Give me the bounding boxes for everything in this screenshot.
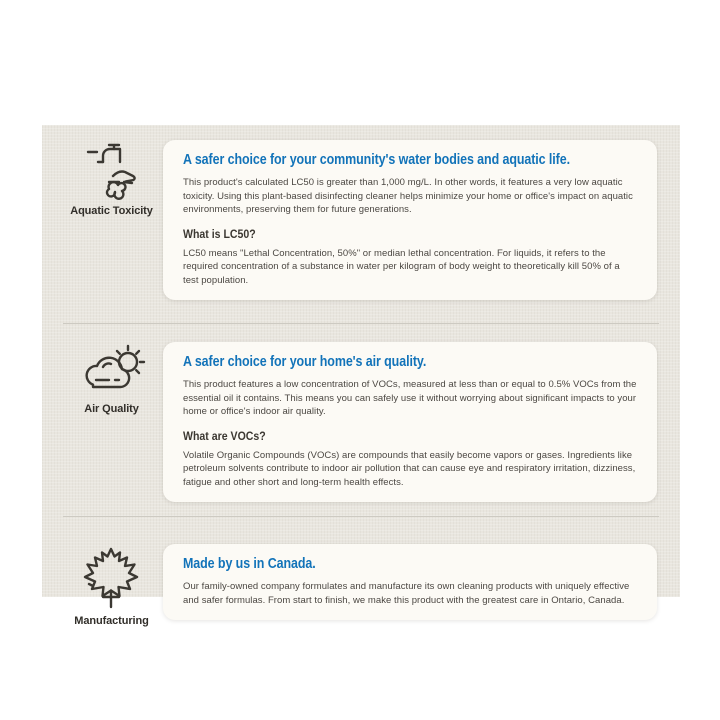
manufacturing-label: Manufacturing bbox=[74, 615, 149, 627]
lc50-definition: LC50 means "Lethal Concentration, 50%" or median lethal concentration. For liquids, it refers to the required concentration of a substance in water per kilogram of body weight to theoretically kill 50% of a test population. bbox=[183, 247, 620, 286]
aquatic-toxicity-body: This product's calculated LC50 is greater than 1,000 mg/L. In other words, it features a very low aquatic toxicity. Using this plant-based disinfecting cleaner helps minimize your home or office's impact on aquatic environments, preserving them for future generations. bbox=[183, 177, 633, 215]
manufacturing-heading: Made by us in Canada. bbox=[183, 556, 316, 572]
manufacturing-icon-column bbox=[42, 544, 163, 627]
air-quality-heading: A safer choice for your home's air quality. bbox=[183, 354, 427, 370]
air-quality-label: Air Quality bbox=[84, 403, 139, 415]
air-quality-card bbox=[163, 342, 657, 502]
vocs-definition: Volatile Organic Compounds (VOCs) are compounds that easily become vapors or gases. Ingredients like petroleum solvents contribute to indoor air pollution that can cause eye and respiratory irritation, dizziness, fatigue and other short and long-term health effects. bbox=[183, 449, 636, 488]
eco-info-panel bbox=[42, 125, 680, 627]
aquatic-toxicity-label: Aquatic Toxicity bbox=[70, 205, 153, 217]
maple-leaf-icon bbox=[80, 546, 142, 610]
manufacturing-card bbox=[163, 544, 657, 620]
vocs-subheading: What are VOCs? bbox=[183, 428, 266, 443]
manufacturing-body: Our family-owned company formulates and manufacture its own cleaning products with uniquely effective and safer formulas. From start to finish, we make this product with the greatest care in Ontario, Canada. bbox=[183, 581, 630, 606]
cloud-sun-icon bbox=[75, 344, 149, 398]
air-quality-icon-column bbox=[42, 342, 163, 415]
faucet-hand-icon bbox=[83, 142, 139, 200]
aquatic-toxicity-heading: A safer choice for your community's water bodies and aquatic life. bbox=[183, 152, 570, 168]
section-manufacturing bbox=[42, 517, 680, 627]
lc50-subheading: What is LC50? bbox=[183, 226, 256, 241]
aquatic-toxicity-card bbox=[163, 140, 657, 300]
air-quality-body: This product features a low concentration of VOCs, measured at less than or equal to 0.5% VOCs from the essential oil it contains. This means you can safely use it without worrying about significant impacts to your home or office's indoor air quality. bbox=[183, 379, 637, 417]
section-air-quality bbox=[42, 324, 680, 502]
section-aquatic-toxicity bbox=[42, 125, 680, 300]
aquatic-toxicity-icon-column bbox=[42, 140, 163, 217]
